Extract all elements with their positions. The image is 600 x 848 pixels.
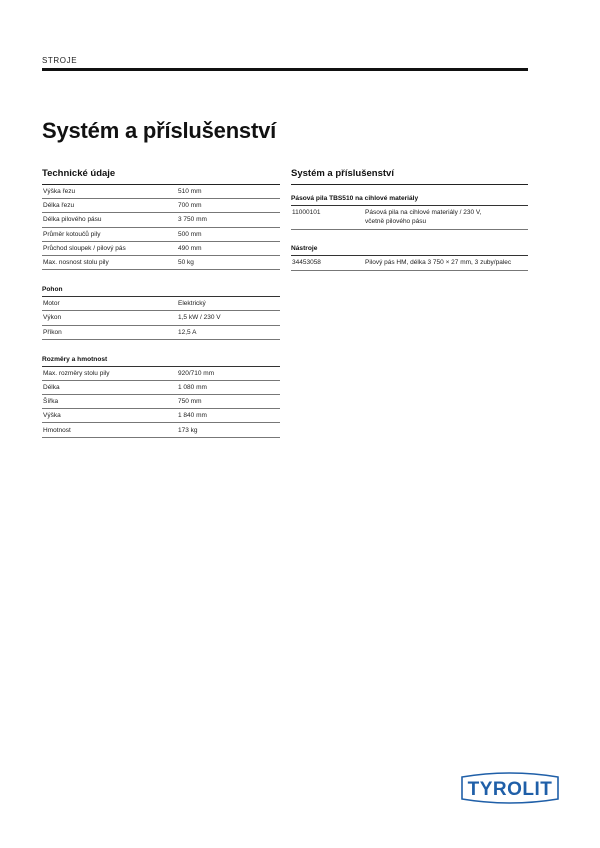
section-label: STROJE [42, 56, 78, 65]
article-description: Pilový pás HM, délka 3 750 × 27 mm, 3 zuby/palec [364, 256, 528, 271]
spec-label: Výška [42, 409, 177, 423]
table-row [291, 256, 528, 271]
table-row [42, 213, 280, 227]
tyrolit-logo [458, 771, 562, 805]
header-rule [42, 68, 528, 71]
spec-label: Délka řezu [42, 199, 177, 213]
table-row [42, 185, 280, 199]
system-accessories-column [291, 168, 528, 271]
description-line: Pásová pila na cihlové materiály / 230 V, [365, 209, 482, 216]
spec-label: Výkon [42, 311, 177, 325]
spec-value: 173 kg [177, 423, 280, 437]
table-row [42, 409, 280, 423]
page-title: Systém a příslušenství [42, 118, 277, 143]
spec-value: Elektrický [177, 297, 280, 311]
dimensions-heading: Rozměry a hmotnost [42, 356, 280, 367]
system-accessories-heading: Systém a příslušenství [291, 168, 528, 185]
logo-text: TYROLIT [467, 779, 553, 800]
table-row [291, 206, 528, 230]
drive-heading: Pohon [42, 286, 280, 297]
article-description [364, 206, 528, 230]
spec-value: 920/710 mm [177, 367, 280, 381]
spec-value: 500 mm [177, 227, 280, 241]
dimensions-table [42, 367, 280, 438]
table-row [42, 227, 280, 241]
spec-label: Motor [42, 297, 177, 311]
spec-label: Průměr kotoučů pily [42, 227, 177, 241]
table-row [42, 395, 280, 409]
spec-label: Max. rozměry stolu pily [42, 367, 177, 381]
spec-value: 750 mm [177, 395, 280, 409]
spec-value: 1 080 mm [177, 380, 280, 394]
spec-label: Max. nosnost stolu pily [42, 255, 177, 269]
spec-label: Hmotnost [42, 423, 177, 437]
article-number: 11000101 [291, 206, 364, 230]
spec-label: Délka [42, 380, 177, 394]
spec-label: Průchod sloupek / pilový pás [42, 241, 177, 255]
technical-data-heading: Technické údaje [42, 168, 280, 185]
spec-value: 1 840 mm [177, 409, 280, 423]
spec-value: 490 mm [177, 241, 280, 255]
spec-label: Příkon [42, 325, 177, 339]
table-row [42, 255, 280, 269]
spec-label: Výška řezu [42, 185, 177, 199]
table-row [42, 423, 280, 437]
spec-label: Délka pilového pásu [42, 213, 177, 227]
table-row [42, 311, 280, 325]
table-row [42, 297, 280, 311]
table-row [42, 199, 280, 213]
table-row [42, 325, 280, 339]
spec-value: 510 mm [177, 185, 280, 199]
technical-data-table [42, 185, 280, 270]
table-row [42, 367, 280, 381]
tools-heading: Nástroje [291, 245, 528, 256]
saw-table [291, 206, 528, 230]
spec-value: 12,5 A [177, 325, 280, 339]
spec-value: 50 kg [177, 255, 280, 269]
table-row [42, 380, 280, 394]
spec-value: 1,5 kW / 230 V [177, 311, 280, 325]
spec-label: Šířka [42, 395, 177, 409]
drive-table [42, 297, 280, 340]
tools-table [291, 256, 528, 271]
description-line: včetně pilového pásu [365, 218, 427, 225]
article-number: 34453058 [291, 256, 364, 271]
saw-heading: Pásová pila TBS510 na cihlové materiály [291, 195, 528, 206]
table-row [42, 241, 280, 255]
spec-value: 3 750 mm [177, 213, 280, 227]
technical-data-column [42, 168, 280, 438]
spec-value: 700 mm [177, 199, 280, 213]
